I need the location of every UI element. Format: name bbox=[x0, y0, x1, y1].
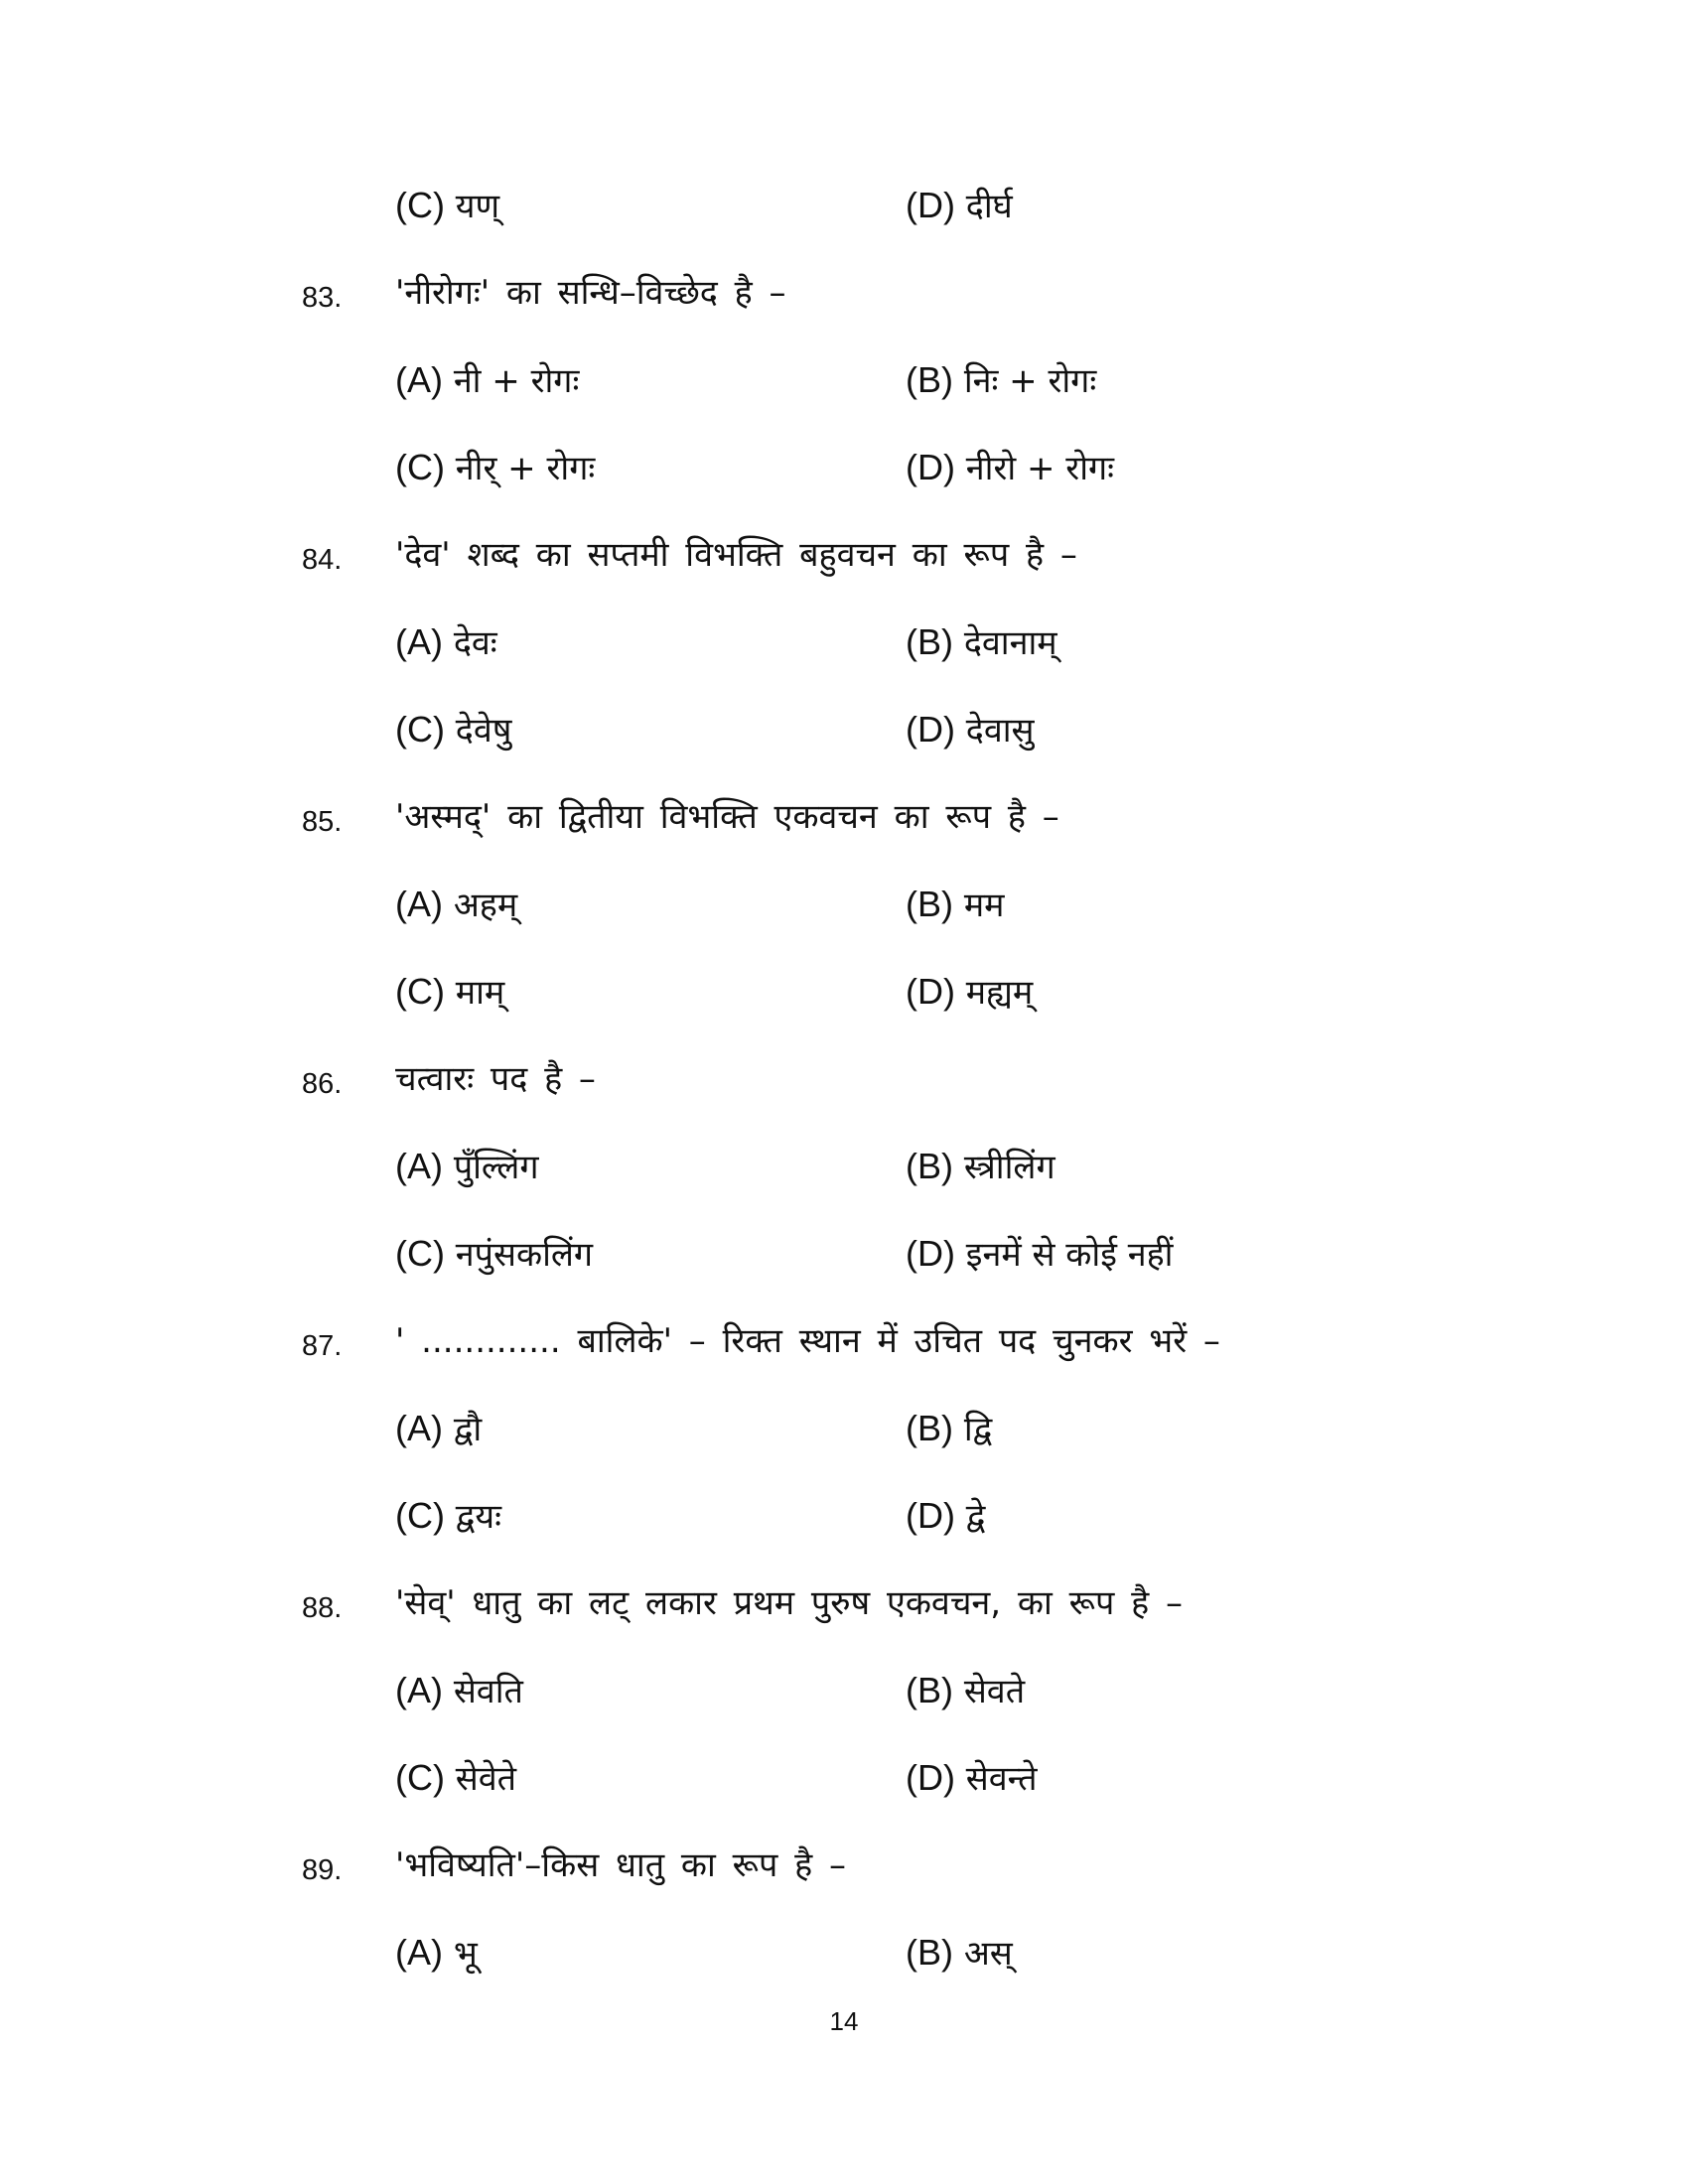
option-text: सेवेते bbox=[455, 1759, 517, 1799]
option-row bbox=[0, 1402, 1688, 1461]
option-row bbox=[0, 615, 1688, 675]
option-c bbox=[395, 1753, 516, 1804]
option-d bbox=[906, 181, 1013, 231]
option-row bbox=[0, 878, 1688, 937]
option-letter: (C) bbox=[395, 185, 445, 225]
option-row bbox=[0, 441, 1688, 500]
question-number: 83. bbox=[302, 282, 343, 314]
option-d bbox=[906, 1491, 985, 1542]
option-letter: (D) bbox=[906, 1233, 955, 1274]
option-a bbox=[395, 1404, 482, 1454]
option-letter: (C) bbox=[395, 709, 445, 750]
option-b bbox=[906, 1666, 1025, 1716]
option-text: मह्यम् bbox=[965, 973, 1034, 1013]
option-row bbox=[0, 1751, 1688, 1811]
question-row bbox=[0, 528, 1688, 588]
option-letter: (D) bbox=[906, 1495, 955, 1536]
option-b bbox=[906, 1928, 1013, 1979]
option-letter: (D) bbox=[906, 971, 955, 1012]
option-c bbox=[395, 181, 499, 231]
option-text: देवानाम् bbox=[963, 623, 1057, 663]
question-text: ' ............. बालिके' – रिक्त स्थान में उचित पद चुनकर भरें – bbox=[395, 1321, 1220, 1361]
option-a bbox=[395, 1666, 523, 1716]
option-text: मम bbox=[963, 886, 1005, 925]
option-letter: (B) bbox=[906, 1146, 953, 1186]
option-text: द्वौ bbox=[453, 1410, 483, 1449]
question-text: 'सेव्' धातु का लट् लकार प्रथम पुरुष एकवचन, का रूप है – bbox=[395, 1583, 1184, 1623]
question-number: 89. bbox=[302, 1854, 343, 1886]
option-letter: (C) bbox=[395, 1495, 445, 1536]
option-text: दीर्घ bbox=[965, 187, 1013, 226]
option-text: निः + रोगः bbox=[963, 361, 1097, 401]
option-d bbox=[906, 967, 1033, 1018]
option-text: देवासु bbox=[965, 711, 1035, 751]
question-row bbox=[0, 1839, 1688, 1898]
option-row bbox=[0, 1926, 1688, 1985]
option-text: माम् bbox=[455, 973, 505, 1013]
option-row bbox=[0, 965, 1688, 1024]
option-c bbox=[395, 1491, 501, 1542]
option-letter: (C) bbox=[395, 1757, 445, 1798]
option-letter: (A) bbox=[395, 621, 443, 662]
question-text: 'नीरोगः' का सन्धि–विच्छेद है – bbox=[395, 273, 786, 313]
option-letter: (C) bbox=[395, 971, 445, 1012]
option-row bbox=[0, 1227, 1688, 1287]
option-letter: (B) bbox=[906, 1408, 953, 1448]
option-text: नी + रोगः bbox=[453, 361, 580, 401]
option-text: नीर् + रोगः bbox=[455, 449, 596, 488]
option-row bbox=[0, 1489, 1688, 1549]
option-letter: (C) bbox=[395, 447, 445, 487]
option-text: भू bbox=[453, 1934, 478, 1974]
option-letter: (B) bbox=[906, 359, 953, 400]
option-text: नपुंसकलिंग bbox=[455, 1235, 594, 1275]
option-d bbox=[906, 705, 1035, 755]
option-d bbox=[906, 443, 1114, 493]
option-text: देवः bbox=[453, 623, 497, 663]
question-number: 88. bbox=[302, 1592, 343, 1624]
option-letter: (D) bbox=[906, 1757, 955, 1798]
option-text: पुँल्लिंग bbox=[453, 1148, 539, 1187]
option-row bbox=[0, 179, 1688, 238]
option-b bbox=[906, 355, 1096, 406]
question-row bbox=[0, 1576, 1688, 1636]
question-text: 'देव' शब्द का सप्तमी विभक्ति बहुवचन का रूप है – bbox=[395, 535, 1077, 575]
option-row bbox=[0, 1140, 1688, 1199]
option-letter: (D) bbox=[906, 709, 955, 750]
option-a bbox=[395, 880, 517, 930]
option-text: नीरो + रोगः bbox=[965, 449, 1115, 488]
option-text: द्वयः bbox=[455, 1497, 501, 1537]
option-text: सेवन्ते bbox=[965, 1759, 1038, 1799]
option-c bbox=[395, 705, 511, 755]
option-letter: (A) bbox=[395, 1408, 443, 1448]
question-number: 84. bbox=[302, 544, 343, 576]
question-row bbox=[0, 1314, 1688, 1374]
option-text: द्वि bbox=[963, 1410, 993, 1449]
question-number: 85. bbox=[302, 806, 343, 838]
option-text: अस् bbox=[963, 1934, 1013, 1974]
question-text: 'भविष्यति'–किस धातु का रूप है – bbox=[395, 1845, 847, 1885]
question-row bbox=[0, 1052, 1688, 1112]
question-number: 86. bbox=[302, 1068, 343, 1100]
option-text: देवेषु bbox=[455, 711, 512, 751]
option-letter: (B) bbox=[906, 1670, 953, 1710]
option-text: अहम् bbox=[453, 886, 518, 925]
option-text: द्वे bbox=[965, 1497, 986, 1537]
option-row bbox=[0, 353, 1688, 413]
option-letter: (B) bbox=[906, 621, 953, 662]
question-row bbox=[0, 266, 1688, 326]
option-text: यण् bbox=[455, 187, 500, 226]
option-letter: (B) bbox=[906, 1932, 953, 1973]
option-c bbox=[395, 443, 595, 493]
question-number: 87. bbox=[302, 1330, 343, 1362]
option-text: इनमें से कोई नहीं bbox=[965, 1235, 1174, 1275]
question-text: 'अस्मद्' का द्वितीया विभक्ति एकवचन का रूप है – bbox=[395, 797, 1059, 837]
question-row bbox=[0, 790, 1688, 850]
option-b bbox=[906, 1404, 992, 1454]
option-letter: (A) bbox=[395, 1670, 443, 1710]
option-b bbox=[906, 1142, 1055, 1192]
option-row bbox=[0, 1664, 1688, 1723]
option-a bbox=[395, 355, 579, 406]
option-letter: (D) bbox=[906, 447, 955, 487]
option-text: स्त्रीलिंग bbox=[963, 1148, 1055, 1187]
option-letter: (B) bbox=[906, 884, 953, 924]
option-letter: (A) bbox=[395, 1146, 443, 1186]
page-number: 14 bbox=[829, 2006, 859, 2036]
question-text: चत्वारः पद है – bbox=[395, 1059, 596, 1099]
option-letter: (A) bbox=[395, 359, 443, 400]
option-d bbox=[906, 1229, 1173, 1280]
option-c bbox=[395, 967, 504, 1018]
option-text: सेवति bbox=[453, 1672, 523, 1711]
option-letter: (C) bbox=[395, 1233, 445, 1274]
option-b bbox=[906, 617, 1057, 668]
option-row bbox=[0, 703, 1688, 762]
option-letter: (A) bbox=[395, 884, 443, 924]
option-a bbox=[395, 1928, 478, 1979]
option-d bbox=[906, 1753, 1038, 1804]
option-letter: (A) bbox=[395, 1932, 443, 1973]
option-a bbox=[395, 1142, 538, 1192]
option-text: सेवते bbox=[963, 1672, 1026, 1711]
option-a bbox=[395, 617, 497, 668]
option-c bbox=[395, 1229, 593, 1280]
option-letter: (D) bbox=[906, 185, 955, 225]
option-b bbox=[906, 880, 1004, 930]
